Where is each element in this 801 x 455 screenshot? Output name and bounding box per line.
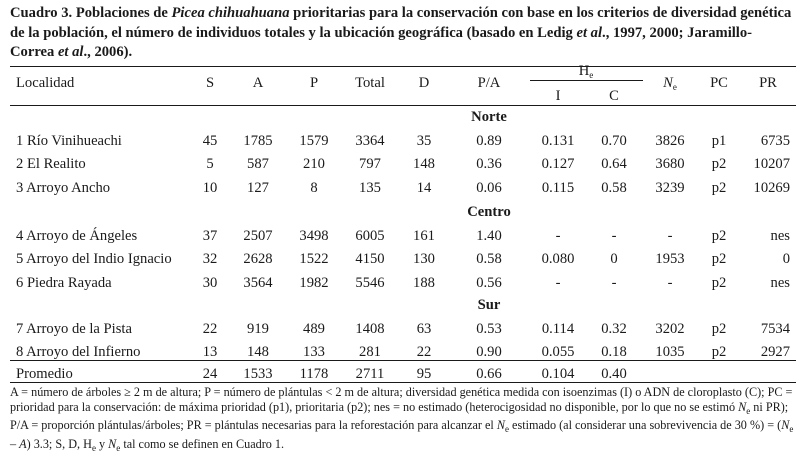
table-cell-a: 2507: [243, 227, 273, 244]
table-row-localidad: 8 Arroyo del Infierno: [16, 344, 141, 360]
table-cell-d: 35: [416, 132, 432, 149]
table-cell-total: 4150: [355, 251, 385, 267]
caption-text-1: Poblaciones de: [72, 5, 172, 21]
table-cell-pc: p2: [711, 156, 727, 172]
table-cell-pa: 0.53: [476, 320, 502, 337]
table-row-localidad: 6 Piedra Rayada: [16, 274, 112, 291]
table-cell-s: 30: [202, 274, 218, 291]
table-cell-pc: p1: [711, 132, 727, 149]
table-cell-i: 0.131: [541, 132, 575, 149]
table-cell-s: 13: [202, 344, 218, 360]
table-cell-pa: 0.89: [476, 132, 502, 149]
table-cell-i: 0.080: [541, 251, 575, 267]
table-cell-pc: p2: [711, 179, 727, 196]
group-heading-sur: Sur: [477, 297, 501, 313]
table-cell-pc: p2: [711, 320, 727, 337]
group-heading-centro: Centro: [467, 204, 511, 220]
table-cell-a: 587: [247, 156, 269, 172]
table-cell-d: 188: [413, 274, 435, 291]
table-cell-total: 797: [359, 156, 381, 172]
average-cell-p: 1178: [299, 366, 329, 382]
table-cell-s: 10: [202, 179, 218, 196]
header-p: P: [309, 75, 319, 91]
table-cell-pr: 10269: [753, 179, 790, 196]
table-row-localidad: 2 El Realito: [16, 156, 86, 172]
caption-text-2: prioritarias para la conservación con base en los criterios de diversidad genética de la población, el número de individuos totales y la ubicación geográfica (basado en Ledig: [10, 5, 792, 41]
table-cell-ne: -: [667, 227, 673, 244]
table-cell-pa: 1.40: [476, 227, 502, 244]
header-a: A: [252, 75, 264, 91]
table-cell-p: 210: [303, 156, 325, 172]
table-cell-pc: p2: [711, 227, 727, 244]
table-cell-pr: nes: [770, 274, 790, 291]
table-bottom-rule: [10, 382, 796, 383]
header-i: I: [555, 88, 561, 104]
table-row-localidad: 7 Arroyo de la Pista: [16, 320, 132, 337]
table-cell-pr: 7534: [760, 320, 790, 337]
caption-label: Cuadro 3.: [10, 5, 73, 21]
average-top-rule: [10, 360, 796, 361]
table-cell-total: 5546: [355, 274, 385, 291]
table-cell-p: 3498: [299, 227, 329, 244]
table-cell-total: 135: [359, 179, 381, 196]
table-cell-d: 63: [416, 320, 432, 337]
table-cell-ne: 3826: [655, 132, 685, 149]
table-cell-c: -: [611, 227, 617, 244]
note-line-4: – A) 3.3; S, D, $H_e$ y $N_e$ tal como se definen en Cuadro 1.: [10, 436, 285, 453]
table-cell-a: 127: [247, 179, 269, 196]
average-cell-a: 1533: [243, 366, 273, 382]
table-cell-pc: p2: [711, 251, 727, 267]
table-cell-ne: 3239: [655, 179, 685, 196]
table-cell-pa: 0.90: [476, 344, 502, 360]
table-cell-pa: 0.56: [476, 274, 502, 291]
table-cell-a: 919: [247, 320, 269, 337]
table-cell-i: -: [555, 227, 561, 244]
table-cell-c: 0: [610, 251, 618, 267]
header-localidad: Localidad: [16, 75, 75, 91]
table-cell-c: 0.32: [601, 320, 627, 337]
table-row-localidad: 1 Río Vinihueachi: [16, 132, 122, 149]
header-pr: PR: [759, 75, 777, 91]
table-cell-s: 32: [202, 251, 218, 267]
table-cell-a: 148: [247, 344, 269, 360]
table-cell-pr: 6735: [760, 132, 790, 149]
table-cell-pr: 10207: [753, 156, 790, 172]
header-ne: $N_e$: [663, 75, 677, 92]
table-cell-s: 22: [202, 320, 218, 337]
table-cell-pa: 0.58: [476, 251, 502, 267]
header-s: S: [205, 75, 215, 91]
table-cell-pr: 2927: [760, 344, 790, 360]
table-cell-i: 0.055: [541, 344, 575, 360]
table-cell-pc: p2: [711, 274, 727, 291]
header-c: C: [609, 88, 619, 104]
note-line-2: prioridad para la conservación: de máxima prioridad (p1), prioritaria (p2); nes = no estimado (heterocigosidad no disponible, por lo que no se estimó $N_e$ ni PR);: [10, 399, 789, 416]
table-cell-ne: 3680: [655, 156, 685, 172]
header-bottom-rule: [10, 105, 796, 106]
table-cell-d: 130: [413, 251, 435, 267]
table-cell-pr: 0: [782, 251, 790, 267]
table-cell-c: -: [611, 274, 617, 291]
table-cell-pr: nes: [770, 227, 790, 244]
table-cell-c: 0.70: [601, 132, 627, 149]
header-d: D: [418, 75, 430, 91]
table-cell-ne: 1953: [655, 251, 685, 267]
table-cell-c: 0.18: [601, 344, 627, 360]
table-cell-d: 14: [416, 179, 432, 196]
group-heading-norte: Norte: [471, 109, 507, 125]
table-caption: [10, 4, 795, 63]
table-cell-i: -: [555, 274, 561, 291]
table-row-localidad: 5 Arroyo del Indio Ignacio: [16, 251, 172, 267]
header-he-rule: [530, 80, 643, 81]
average-cell-total: 2711: [355, 366, 385, 382]
header-pa: P/A: [477, 75, 501, 91]
table-cell-p: 8: [310, 179, 318, 196]
table-cell-d: 161: [413, 227, 435, 244]
table-cell-pc: p2: [711, 344, 727, 360]
header-total: Total: [355, 75, 385, 91]
table-notes: [10, 385, 796, 455]
table-cell-d: 22: [416, 344, 432, 360]
table-cell-d: 148: [413, 156, 435, 172]
table-cell-c: 0.64: [601, 156, 627, 172]
caption-text-3: ., 1997, 2000; Jaramillo-Correa: [10, 24, 753, 60]
note-line-1: A = número de árboles ≥ 2 m de altura; P = número de plántulas < 2 m de altura; diversidad genética medida con isoenzimas (I) o ADN de cloroplasto (C); PC =: [10, 385, 793, 399]
table-cell-total: 1408: [355, 320, 385, 337]
table-cell-i: 0.115: [541, 179, 575, 196]
caption-et-al-2: et al: [57, 44, 84, 60]
table-cell-total: 3364: [355, 132, 385, 149]
table-cell-p: 489: [303, 320, 325, 337]
table-cell-a: 3564: [243, 274, 273, 291]
table-top-rule: [10, 66, 796, 67]
table-cell-a: 2628: [243, 251, 273, 267]
table-cell-i: 0.127: [541, 156, 575, 172]
average-row-label: Promedio: [16, 366, 73, 382]
caption-et-al-1: et al: [576, 24, 603, 41]
table-cell-c: 0.58: [601, 179, 627, 196]
table-row-localidad: 4 Arroyo de Ángeles: [16, 227, 138, 244]
table-cell-ne: 1035: [655, 344, 685, 360]
table-cell-p: 133: [303, 344, 325, 360]
table-cell-s: 5: [206, 156, 214, 172]
table-row-localidad: 3 Arroyo Ancho: [16, 179, 111, 196]
table-cell-a: 1785: [243, 132, 273, 149]
note-line-3: P/A = proporción plántulas/árboles; PR = plántulas necesarias para la reforestación para alcanzar el $N_e$ estimado (al considerar una sobrevivencia de 30 %) = ($N_e$: [10, 418, 794, 435]
table-cell-pa: 0.36: [476, 156, 502, 172]
table-cell-s: 45: [202, 132, 218, 149]
table-cell-p: 1522: [299, 251, 329, 267]
table-cell-s: 37: [202, 227, 218, 244]
average-cell-i: 0.104: [541, 366, 575, 382]
header-pc: PC: [710, 75, 728, 91]
table-cell-ne: 3202: [655, 320, 685, 337]
average-cell-d: 95: [416, 366, 432, 382]
table-cell-i: 0.114: [541, 320, 575, 337]
average-cell-s: 24: [202, 366, 218, 382]
table-cell-total: 6005: [355, 227, 385, 244]
table-cell-pa: 0.06: [476, 179, 502, 196]
table-cell-p: 1579: [299, 132, 329, 149]
header-he: $H_e$: [578, 63, 594, 80]
table-cell-p: 1982: [299, 274, 329, 291]
caption-species: Picea chihuahuana: [171, 5, 290, 21]
caption-text-4: ., 2006).: [83, 44, 133, 60]
table-cell-total: 281: [359, 344, 381, 360]
table-cell-ne: -: [667, 274, 673, 291]
average-cell-pa: 0.66: [476, 366, 502, 382]
average-cell-c: 0.40: [601, 366, 627, 382]
